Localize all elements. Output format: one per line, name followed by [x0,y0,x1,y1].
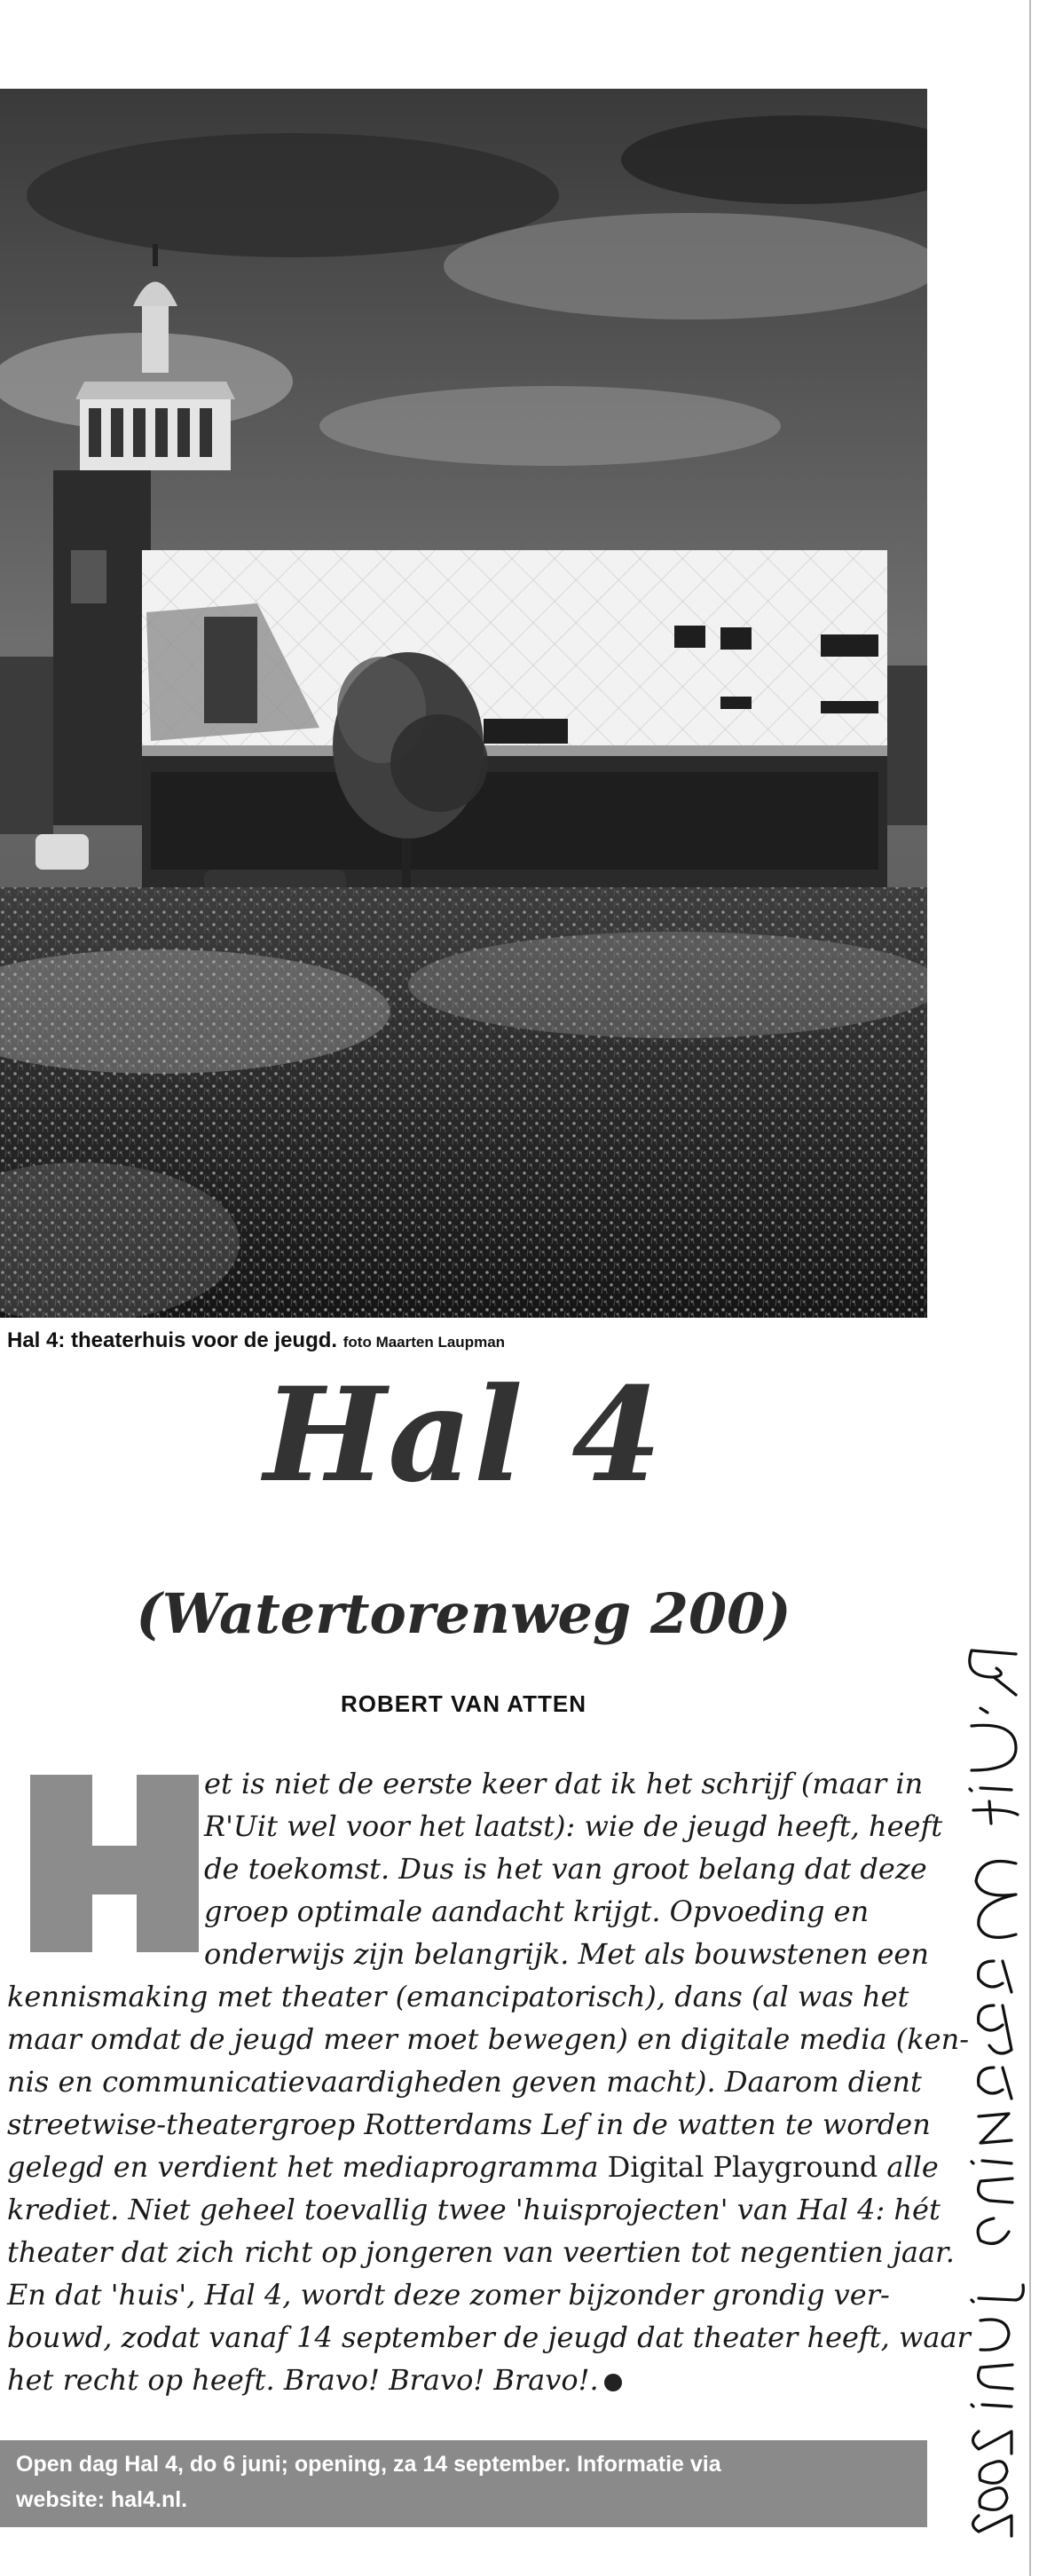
body-line-9: streetwise-theatergroep Rotterdams Lef in de watten te worden [7,2107,931,2141]
body-line-3: de toekomst. Dus is het van groot belang dat deze [204,1852,927,1886]
body-line-2: R'Uit wel voor het laatst): wie de jeugd heeft, heeft [204,1809,943,1843]
article-subtitle: (Watertorenweg 200) [136,1581,791,1646]
body-line-1: et is niet de eerste keer dat ik het schrijf (maar in [204,1767,924,1800]
photo-credit: foto Maarten Laupman [342,1334,506,1351]
body-line-10-end: alle [886,2150,939,2184]
body-line-4: groep optimale aandacht krijgt. Opvoeding en [204,1895,870,1928]
end-bullet-icon [604,2374,622,2391]
body-line-5: onderwijs zijn belangrijk. Met als bouwstenen een [204,1937,929,1971]
body-line-7: maar omdat de jeugd meer moet bewegen) en digitale media (ken- [7,2022,969,2056]
article-title: Hal 4 [264,1359,664,1511]
body-line-14: bouwd, zodat vanaf 14 september de jeugd dat theater heeft, waar [7,2320,971,2354]
body-line-13: En dat 'huis', Hal 4, wordt deze zomer bijzonder grondig ver- [7,2278,890,2312]
body-line-10 [7,2150,939,2184]
body-line-8: nis en communicatievaardigheden geven macht). Daarom dient [7,2065,922,2099]
body-line-12: theater dat zich richt op jongeren van veertien tot negentien jaar. [7,2235,955,2269]
photo-caption [7,1328,505,1353]
dropcap-letter [30,1775,199,1952]
theater-photo [0,89,927,1318]
body-line-11: krediet. Niet geheel toevallig twee 'huisprojecten' van Hal 4: hét [7,2193,941,2226]
footer-line-2: website: hal4.nl. [16,2487,188,2512]
footer-line-1: Open dag Hal 4, do 6 juni; opening, za 14 september. Informatie via [16,2452,721,2477]
caption-text: Hal 4: theaterhuis voor de jeugd. [7,1328,338,1352]
body-line-6: kennismaking met theater (emancipatorisch), dans (al was het [7,1980,909,2013]
handwritten-note [954,1642,1034,2538]
article-author: ROBERT VAN ATTEN [341,1690,586,1717]
body-line-15-text: het recht op heeft. Bravo! Bravo! Bravo!. [7,2363,599,2397]
digital-playground-name: Digital Playground [607,2150,878,2184]
body-line-10-start: gelegd en verdient het mediaprogramma [7,2150,599,2184]
body-line-15 [7,2363,622,2397]
info-footer-bar [0,2440,927,2527]
